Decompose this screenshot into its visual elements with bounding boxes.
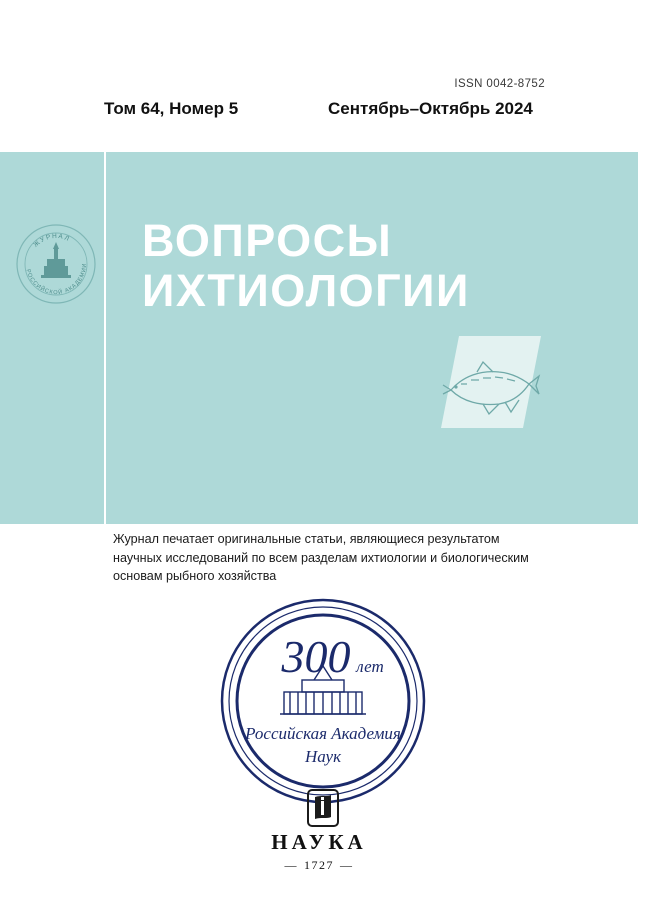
issue-dates-text: Сентябрь–Октябрь 2024 [328, 99, 533, 118]
sturgeon-fish-icon [437, 332, 545, 432]
cover-header [0, 0, 647, 152]
svg-text:РОССИЙСКОЙ АКАДЕМИИ НАУК: РОССИЙСКОЙ АКАДЕМИИ [24, 262, 89, 297]
vertical-divider-rule [104, 152, 106, 524]
publisher-year [0, 858, 638, 873]
journal-title-line-2: ИХТИОЛОГИИ [142, 265, 470, 316]
journal-title [142, 216, 612, 316]
issn-text: ISSN 0042-8752 [454, 78, 545, 90]
ras-300-years-emblem [218, 596, 428, 806]
svg-text:Наук: Наук [304, 747, 342, 766]
svg-text:лет: лет [356, 657, 384, 676]
cover-color-band [0, 152, 638, 524]
svg-text:Российская Академия: Российская Академия [245, 724, 401, 743]
svg-text:ЖУРНАЛ: ЖУРНАЛ [32, 232, 72, 249]
svg-text:300: 300 [281, 631, 351, 682]
page-right-margin [638, 0, 647, 900]
publisher-name: НАУКА [271, 830, 367, 854]
publisher-year-value: 1727 [304, 858, 334, 872]
year-dash-left: — [284, 858, 298, 872]
academy-seal [14, 222, 98, 306]
journal-title-line-1: ВОПРОСЫ [142, 215, 393, 266]
nauka-publisher-logo-icon [307, 789, 339, 827]
page-bottom-margin [0, 892, 647, 900]
year-dash-right: — [340, 858, 354, 872]
journal-description: Журнал печатает оригинальные статьи, являющиеся результатом научных исследований по всем разделам ихтиологии и биологическим основам рыбного хозяйства [113, 532, 529, 583]
volume-issue-text: Том 64, Номер 5 [104, 99, 239, 118]
